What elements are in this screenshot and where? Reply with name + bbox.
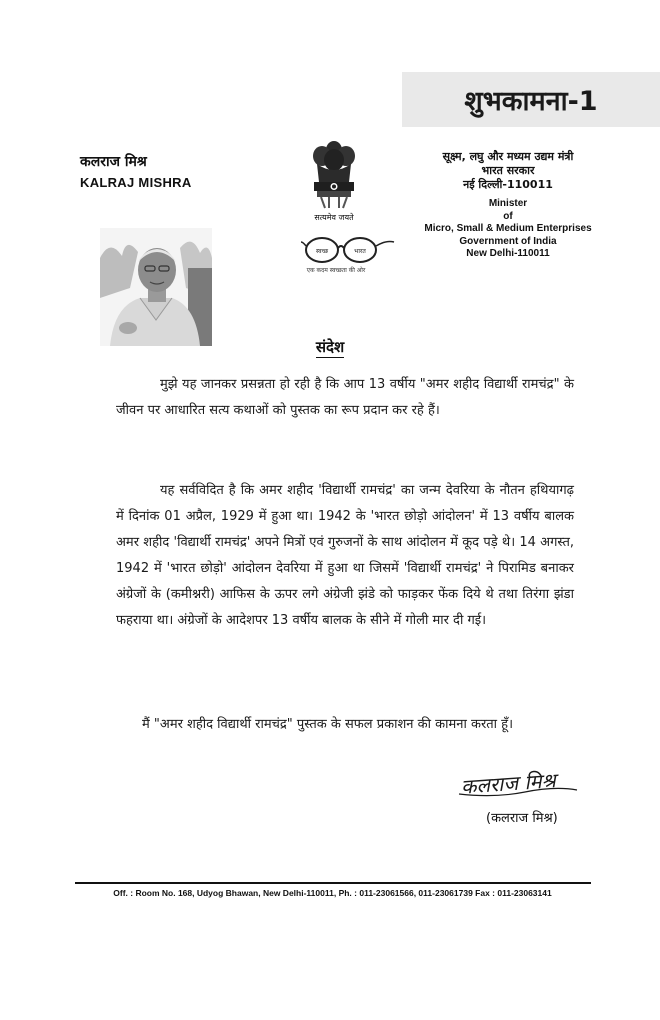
ministry-hindi-line: सूक्ष्म, लघु और मध्यम उद्यम मंत्री bbox=[442, 150, 574, 163]
ministry-english-line: Micro, Small & Medium Enterprises bbox=[424, 223, 592, 235]
ministry-english-line: New Delhi-110011 bbox=[466, 248, 550, 260]
office-address-footer: Off. : Room No. 168, Udyog Bhawan, New Delhi-110011, Ph. : 011-23061566, 011-23061739 Fax : 011-23063141 bbox=[113, 888, 552, 898]
ministry-block bbox=[418, 150, 598, 261]
ministry-english-line: Government of India bbox=[459, 235, 557, 247]
swachh-left-text: स्वच्छ bbox=[315, 248, 329, 255]
message-paragraph: मुझे यह जानकर प्रसन्नता हो रही है कि आप 13 वर्षीय "अमर शहीद विद्यार्थी रामचंद्र" के जीवन पर आधारित सत्य कथाओं को पुस्तक का रूप प्रदान कर रहे हैं। bbox=[116, 377, 574, 418]
signature-text: कलराज मिश्र bbox=[460, 768, 557, 799]
shubhkamna-badge: शुभकामना-1 bbox=[402, 72, 660, 127]
swachh-right-text: भारत bbox=[354, 248, 366, 255]
message-paragraph: मैं "अमर शहीद विद्यार्थी रामचंद्र" पुस्तक के सफल प्रकाशन की कामना करता हूँ। bbox=[142, 717, 514, 732]
ministry-hindi-line: भारत सरकार bbox=[481, 164, 535, 177]
ministry-hindi-line: नई दिल्ली-110011 bbox=[463, 178, 553, 191]
ministry-english-line: Minister bbox=[488, 198, 528, 209]
national-emblem-icon bbox=[305, 138, 363, 210]
swachh-bharat-logo-icon bbox=[300, 232, 395, 268]
handwritten-signature bbox=[455, 764, 585, 804]
message-heading-text: संदेश bbox=[315, 338, 345, 356]
signatory-name: (कलराज मिश्र) bbox=[486, 811, 558, 826]
sender-name-hindi: कलराज मिश्र bbox=[80, 154, 147, 170]
message-heading bbox=[0, 337, 660, 357]
ministry-english-line: of bbox=[503, 210, 513, 222]
emblem-caption: सत्यमेव जयते bbox=[314, 213, 354, 222]
footer-divider bbox=[75, 882, 591, 884]
minister-photo bbox=[100, 228, 212, 346]
message-paragraph: यह सर्वविदित है कि अमर शहीद 'विद्यार्थी रामचंद्र' का जन्म देवरिया के नौतन हथियागढ़ में दिनांक 01 अप्रैल, 1929 में हुआ था। 1942 के 'भारत छोड़ो आंदोलन' में 13 वर्षीय बालक अमर शहीद 'विद्यार्थी रामचंद्र' अपने मित्रों एवं गुरुजनों के साथ आंदोलन में कूद पड़े थे। 14 अगस्त, 1942 में 'भारत छोड़ो' आंदोलन देवरिया में हुआ था जिसमें 'विद्यार्थी रामचंद्र' ने पिरामिड बनाकर अंग्रेजों के (कमीश्नरी) आफिस के ऊपर लगे अंग्रेजी झंडे को फाड़कर फेंक दिये थे तथा तिरंगा झंडा फहराया था। अंग्रेजों के आदेशपर 13 वर्षीय बालक के सीने में गोली मार दी गई। bbox=[116, 483, 574, 628]
swachh-caption: एक कदम स्वच्छता की ओर bbox=[306, 267, 366, 274]
sender-name-english: KALRAJ MISHRA bbox=[80, 175, 192, 190]
